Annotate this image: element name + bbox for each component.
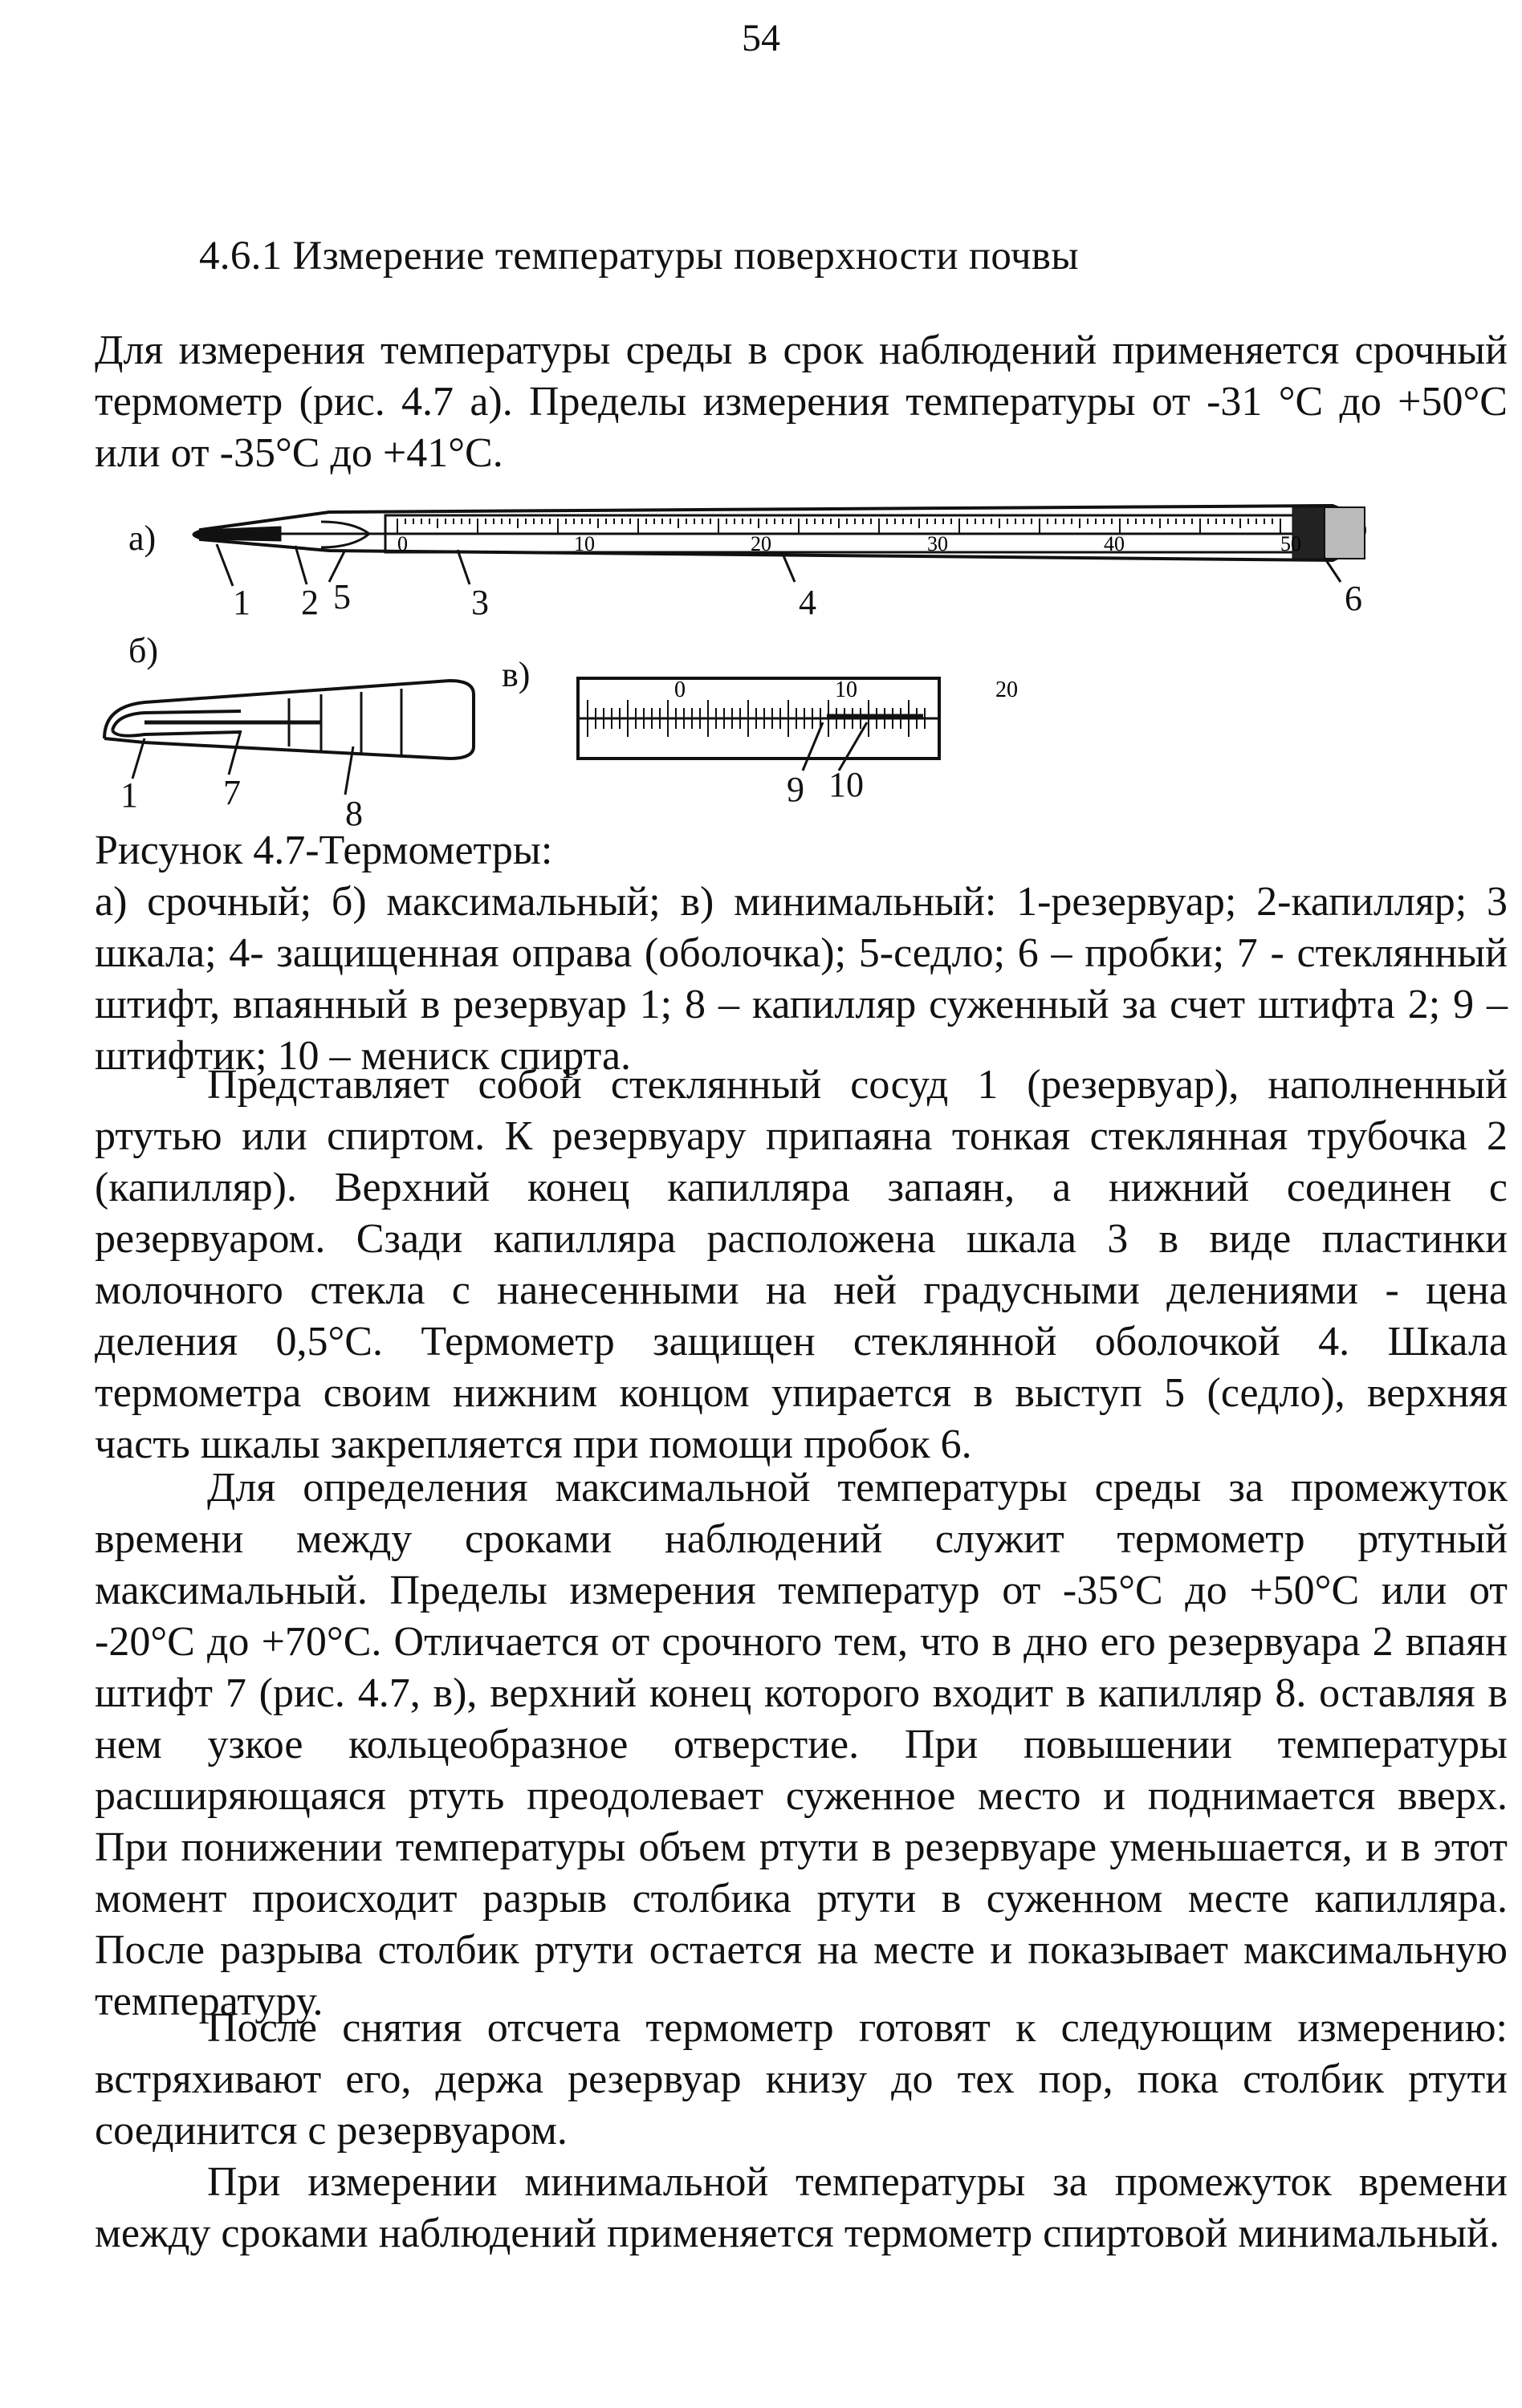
scale-a-label: 30 <box>927 532 948 555</box>
scale-c-label: 10 <box>835 677 857 702</box>
callout-8: 8 <box>345 794 363 833</box>
figure-label-b: б) <box>128 631 159 670</box>
scale-a-label: 10 <box>574 532 595 555</box>
page-number: 54 <box>742 17 780 59</box>
callout-5: 5 <box>333 577 351 616</box>
scale-c-label: 20 <box>995 677 1018 702</box>
thermometer-figure <box>80 474 1509 843</box>
callout-10: 10 <box>828 765 864 804</box>
callout-4: 4 <box>799 583 816 622</box>
intro-paragraph: Для измерения температуры среды в срок наблюдений применяется срочный термометр (рис. 4.7 а). Пределы измерения температуры от -31 °С до +50°С или от -35°С до +41°С. <box>95 327 1508 476</box>
scale-a-label: 0 <box>397 532 408 555</box>
figure-caption-title: Рисунок 4.7-Термометры: <box>95 828 553 873</box>
body-paragraph-3: После снятия отсчета термометр готовят к следующим измерению: встряхивают его, держа резервуар книзу до тех пор, пока столбик ртути соединится с резервуаром. <box>95 2005 1508 2154</box>
callout-6: 6 <box>1345 579 1362 618</box>
scale-a-label: 40 <box>1104 532 1125 555</box>
body-paragraph-1: Представляет собой стеклянный сосуд 1 (резервуар), наполненный ртутью или спиртом. К резервуару припаяна тонкая стеклянная трубочка 2 (капилляр). Верхний конец капилляра запаян, а нижний соединен с резервуаром. Сзади капилляра расположена шкала 3 в виде пластинки молочного стекла с нанесенными на ней градусными делениями - цена деления 0,5°С. Термометр защищен стеклянной оболочкой 4. Шкала термометра своим нижним концом упирается в выступ 5 (седло), верхняя часть шкалы закрепляется при помощи пробок 6. <box>95 1062 1508 1467</box>
callout-1: 1 <box>233 583 250 622</box>
body-paragraph-4: При измерении минимальной температуры за промежуток времени между сроками наблюдений применяется термометр спиртовой минимальный. <box>95 2159 1508 2256</box>
figure-label-a: а) <box>128 519 157 558</box>
callout-9: 9 <box>787 770 804 809</box>
scale-c-label: 0 <box>674 677 686 702</box>
callout-2: 2 <box>301 583 319 622</box>
callout-7: 7 <box>223 773 241 812</box>
callout-3: 3 <box>471 583 489 622</box>
body-paragraph-2: Для определения максимальной температуры среды за промежуток времени между сроками наблюдений служит термометр ртутный максимальный. Пределы измерения температур от -35°С до +50°С или от -20°С до +70°С. Отличается от срочного тем, что в дно его резервуара 2 впаян штифт 7 (рис. 4.7, в), верхний конец которого входит в капилляр 8. оставляя в нем узкое кольцеобразное отверстие. При повышении температуры расширяющаяся ртуть преодолевает суженное место и поднимается вверх. При понижении температуры объем ртути в резервуаре уменьшается, и в этот момент происходит разрыв столбика ртути в суженном месте капилляра. После разрыва столбик ртути остается на месте и показывает максимальную температуру. <box>95 1465 1508 2024</box>
callout-b-1: 1 <box>120 775 138 815</box>
section-title: 4.6.1 Измерение температуры поверхности почвы <box>199 234 1079 279</box>
thermometer-b <box>104 681 474 759</box>
scale-a-label: 20 <box>751 532 771 555</box>
figure-label-c: в) <box>502 655 531 694</box>
scale-a-label: 50 <box>1280 532 1301 555</box>
thermometer-c <box>578 678 939 759</box>
thermometer-a <box>193 506 1365 560</box>
figure-caption-body: а) срочный; б) максимальный; в) минимальный: 1-резервуар; 2-капилляр; 3 шкала; 4- защищенная оправа (оболочка); 5-седло; 6 – пробки; 7 - стеклянный штифт, впаянный в резервуар 1; 8 – капилляр суженный за счет штифта 2; 9 – штифтик; 10 – мениск спирта. <box>95 879 1508 1079</box>
